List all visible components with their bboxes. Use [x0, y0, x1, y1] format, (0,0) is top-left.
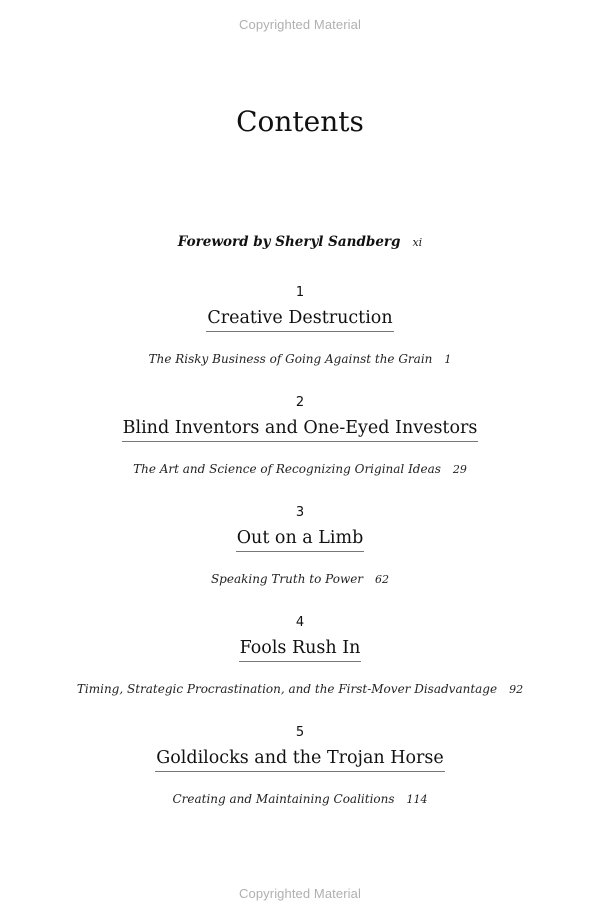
chapter-entry-5[interactable] [0, 724, 600, 807]
chapter-entry-2[interactable] [0, 394, 600, 477]
chapter-page-number: 29 [452, 463, 467, 476]
page-title: Contents [236, 104, 364, 138]
chapter-subtitle: Creating and Maintaining Coalitions [172, 792, 395, 806]
foreword-label: Foreword by Sheryl Sandberg [177, 234, 401, 250]
chapter-number: 3 [295, 505, 305, 520]
foreword-entry[interactable] [0, 231, 600, 250]
chapter-page-number: 114 [406, 793, 428, 806]
chapter-title[interactable]: Creative Destruction [206, 308, 393, 332]
foreword-page-number: xi [412, 236, 423, 249]
chapter-subtitle: Timing, Strategic Procrastination, and the First-Mover Disadvantage [76, 682, 498, 696]
chapter-entry-3[interactable] [0, 504, 600, 587]
chapter-entry-4[interactable] [0, 614, 600, 697]
watermark-bottom: Copyrighted Material [239, 886, 361, 901]
chapter-number: 4 [295, 615, 305, 630]
chapter-number: 2 [295, 395, 305, 410]
chapter-title[interactable]: Blind Inventors and One-Eyed Investors [122, 418, 479, 442]
chapter-page-number: 1 [444, 353, 452, 366]
chapter-subtitle: The Art and Science of Recognizing Original Ideas [133, 462, 441, 476]
chapter-subtitle: Speaking Truth to Power [210, 572, 364, 586]
chapter-subtitle: The Risky Business of Going Against the Grain [148, 352, 433, 366]
chapter-page-number: 62 [375, 573, 390, 586]
chapter-title[interactable]: Out on a Limb [236, 528, 365, 552]
chapter-number: 1 [295, 285, 305, 300]
chapter-title[interactable]: Goldilocks and the Trojan Horse [155, 748, 444, 772]
chapter-entry-1[interactable] [0, 284, 600, 367]
chapter-page-number: 92 [509, 683, 524, 696]
watermark-top: Copyrighted Material [239, 17, 361, 32]
chapter-number: 5 [295, 725, 305, 740]
chapter-title[interactable]: Fools Rush In [239, 638, 362, 662]
